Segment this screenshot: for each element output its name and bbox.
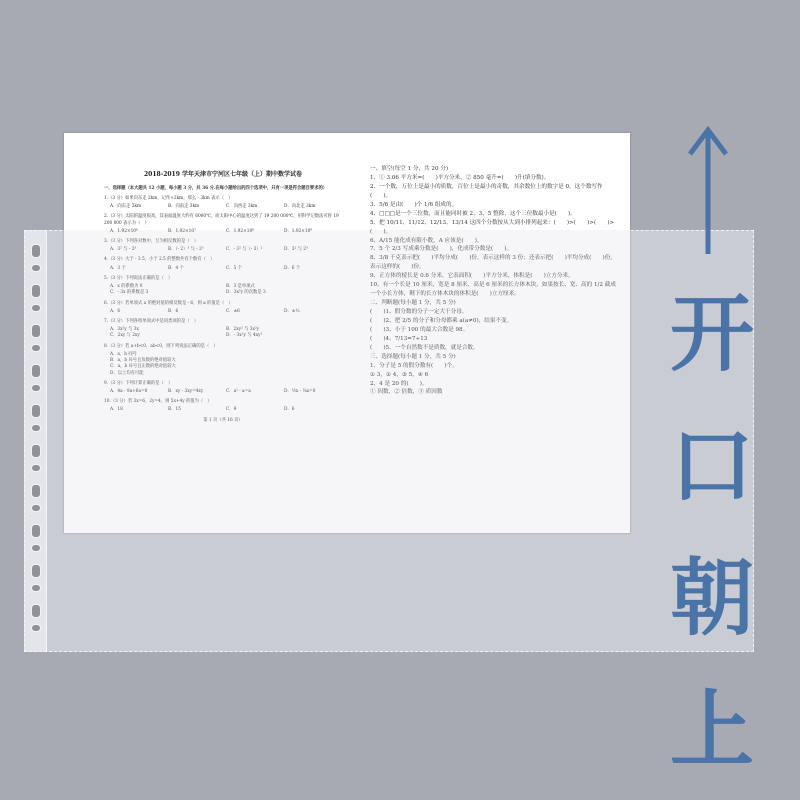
page-footer: 第 1 页（共 16 页） — [203, 417, 243, 423]
option-text: B．xy - 3xy=4xy — [168, 388, 204, 394]
option-text: D．向北走 3km — [284, 204, 316, 210]
question-options — [110, 352, 342, 377]
option-text: B．15 — [168, 407, 181, 413]
question-text: 8.（3 分）若 a+b<0，ab<0，则下列说法正确的是（ ） — [104, 343, 218, 349]
fill-in-line: ① 因数，② 倍数，③ 质因数 — [370, 389, 443, 396]
fill-in-line: ( )5、一个自然数不是质数，就是合数。 — [370, 344, 479, 351]
question-options — [110, 389, 342, 395]
binder-hole — [31, 244, 41, 258]
option-text: B．（- 2）³ 与 - 2³ — [168, 247, 204, 253]
binder-hole — [31, 404, 41, 418]
fill-in-line: ( )2、把 2/5 的分子和分母都乘 a(a≠0)，结果不变。 — [370, 317, 513, 324]
fill-in-line: ( )1、假分数的分子一定大于分母。 — [370, 309, 468, 315]
option-text: B．向南走 3km — [168, 204, 200, 210]
question-text: 7.（3 分）下列各组单项式中是同类项的是（ ） — [104, 318, 199, 324]
caption-char: 上 — [669, 681, 754, 779]
question-options — [110, 204, 342, 210]
option-text: A．18 — [110, 407, 123, 413]
option-text: A．3x²y 与 3x — [110, 327, 139, 333]
option-text: C．±6 — [226, 308, 240, 314]
binder-hole — [31, 524, 41, 538]
binder-hole — [31, 304, 41, 312]
option-text: C．- 3x 的系数是 3 — [110, 290, 149, 296]
fill-in-line: 5、把 10/11、11/12、12/13、13/14 这四个分数按从大到小排列起来：( )>( )>( )>( )。 — [370, 219, 615, 235]
question-text: 4.（3 分）大于 - 3.5，小于 2.5 的整数共有个数有（ ） — [104, 257, 215, 263]
fill-in-line: 1、分子是 5 的假分数有( )个。 — [370, 362, 458, 369]
question-options — [110, 247, 342, 253]
fill-in-line: 1、① 3.06 平方米=( )平方分米，② 850 毫升=( )升(填分数)。 — [370, 174, 550, 181]
option-text: B．3 是单项式 — [226, 284, 255, 290]
fill-in-line: ( )4、7/13=7÷13 — [370, 335, 428, 342]
option-text: A．3 个 — [110, 265, 126, 271]
binder-hole — [31, 484, 41, 498]
caption-char: 开 — [669, 285, 754, 383]
question-options — [110, 309, 342, 315]
option-text: D．3² 与 2³ — [284, 247, 308, 253]
fill-in-line: ( )3、小于 100 的最大合数是 98。 — [370, 326, 469, 333]
binder-hole — [31, 384, 41, 392]
fill-in-line: 2、4 是 20 的( )。 — [370, 380, 428, 387]
binder-hole — [31, 624, 41, 632]
binder-hole — [31, 264, 41, 272]
fill-in-line: ① 3，② 4，③ 5，④ 6 — [370, 371, 429, 378]
question-options — [110, 229, 342, 235]
question-options — [110, 284, 342, 296]
binder-hole — [31, 544, 41, 552]
right-question-list — [370, 165, 620, 397]
fill-in-line: 3、5/6 是由( )个 1/6 组成的。 — [370, 201, 458, 208]
option-text: D．1.92×10⁹ — [284, 228, 313, 234]
binder-hole — [31, 464, 41, 472]
option-text: C．a，b 异号且正数的绝对值较大 — [110, 364, 176, 370]
question-text: 6.（3 分）若单项式 a 的绝对值的相反数是 - 6，则 a 的值是（ ） — [104, 300, 233, 306]
up-arrow-icon — [686, 124, 730, 256]
option-text: D．6 个 — [284, 265, 301, 271]
fill-in-line: 4、□□□是一个三位数，而且能同时被 2、3、5 整除，这个三位数最小是( )。 — [370, 210, 576, 217]
question-text: 10.（3 分）若 3x=6，2y=4，则 5x+4y 的值为（ ） — [104, 399, 212, 405]
option-text: B．a，b 异号且负数的绝对值较大 — [110, 358, 176, 364]
question-text: 5.（3 分）下列说法正确的是（ ） — [104, 275, 173, 281]
option-text: A．x 的系数为 0 — [110, 284, 143, 290]
option-text: A．3² 与 - 2³ — [110, 247, 137, 253]
question-list — [104, 196, 342, 414]
option-text: B．4 个 — [168, 265, 184, 271]
binder-hole — [31, 584, 41, 592]
fill-in-line: 6、A/15 能化成有限小数，A 应该是( )。 — [370, 237, 483, 244]
fill-in-line: 一、填空(每空 1 分，共 20 分) — [370, 166, 449, 172]
binder-hole — [31, 284, 41, 298]
fill-in-line: 二、判断题(每小题 1 分，共 5 分) — [370, 300, 456, 307]
option-text: D．3x²y 的次数是 3 — [226, 290, 266, 296]
question-text: 2.（3 分）太阳的温度很高，其表面温度大约有 6000℃，而太阳中心的温度达到了 19 200 000℃，用科学记数法可将 19 200 000 表示为（ ） — [104, 214, 339, 226]
question-text: 1.（3 分）如果向东走 2km，记作+2km，那么 - 3km 表示（ ） — [104, 195, 233, 201]
option-text: C．9 — [226, 407, 237, 413]
fill-in-line: 10、有一个长是 10 厘米，宽是 8 厘米，高是 6 厘米的长方体木块，如果按长、宽、高的 1/2 截成一个小长方体，剩下的长方体木块的体积是( )立方厘米。 — [370, 282, 616, 298]
section-heading: 一、选择题（本大题共 12 小题，每小题 3 分，共 36 分.在每小题给出的四个选项中，只有一项是符合题目要求的） — [104, 185, 328, 191]
caption-char: 口 — [669, 417, 754, 515]
binder-hole — [31, 444, 41, 458]
binder-hole — [31, 344, 41, 352]
option-text: A．a，b 同号 — [110, 351, 137, 357]
option-text: C．a² - a=a — [226, 388, 251, 394]
option-text: C．2xy 与 2xy — [110, 333, 140, 339]
fill-in-line: 7、5 个 2/3 写成乘分数是( )，化成带分数是( )。 — [370, 246, 513, 253]
right-column — [370, 133, 620, 397]
question-text: 3.（3 分）下列各对数中，互为相反数的是（ ） — [104, 239, 199, 244]
option-text: A．4a - 9a+6a=0 — [110, 388, 148, 394]
option-text: D．6 — [284, 407, 295, 413]
left-column — [104, 133, 342, 424]
question-text: 9.（3 分）下列计算正确的是（ ） — [104, 380, 173, 386]
option-text: B．2xy² 与 3x²y — [226, 327, 260, 333]
option-text: B．6 — [168, 308, 179, 314]
fill-in-line: 8、3/8 千克表示把( )平均分成( )份，表示这样的 3 份；还表示把( )平均分成( )份，表示这样的( )份。 — [370, 255, 616, 271]
option-text: A．向东走 3km — [110, 204, 142, 210]
option-text: A．1.92×10⁶ — [110, 228, 138, 234]
option-text: D．以上均有可能 — [110, 370, 144, 376]
binder-hole — [31, 504, 41, 512]
fill-in-line: 三、选择题(每小题 1 分，共 5 分) — [370, 353, 456, 360]
option-text: C．5 个 — [226, 265, 242, 271]
option-text: D．½x - ¼x=0 — [284, 388, 316, 394]
caption-char: 朝 — [669, 549, 754, 647]
fill-in-line: 9、正方体的棱长是 0.6 分米，它表面积( )平方分米，体积是( )立方分米。 — [370, 273, 574, 280]
option-text: D．±⅙ — [284, 308, 300, 314]
option-text: C．1.92×10⁸ — [226, 228, 254, 234]
binder-hole — [31, 364, 41, 378]
fill-in-line: 2、一个数，万位上是最小的质数，百位上是最小的奇数，其余数位上的数字是 0，这个数写作( )。 — [370, 183, 603, 199]
question-options — [110, 327, 342, 339]
question-options — [110, 266, 342, 272]
question-options — [110, 407, 342, 413]
caption-vertical-text — [668, 268, 756, 796]
option-text: A．6 — [110, 308, 121, 314]
binder-hole — [31, 424, 41, 432]
option-text: C．向西走 3km — [226, 204, 258, 210]
document-title: 2018-2019 学年天津市宁河区七年级（上）期中数学试卷 — [144, 171, 302, 178]
option-text: D．- 3x²y 与 4xy² — [226, 333, 263, 339]
option-text: B．1.92×10⁷ — [168, 228, 196, 234]
binder-hole — [31, 324, 41, 338]
binder-hole — [31, 564, 41, 578]
binder-hole — [31, 604, 41, 618]
option-text: C．- 3² 与（- 3）² — [226, 247, 263, 253]
exam-paper — [64, 133, 630, 533]
